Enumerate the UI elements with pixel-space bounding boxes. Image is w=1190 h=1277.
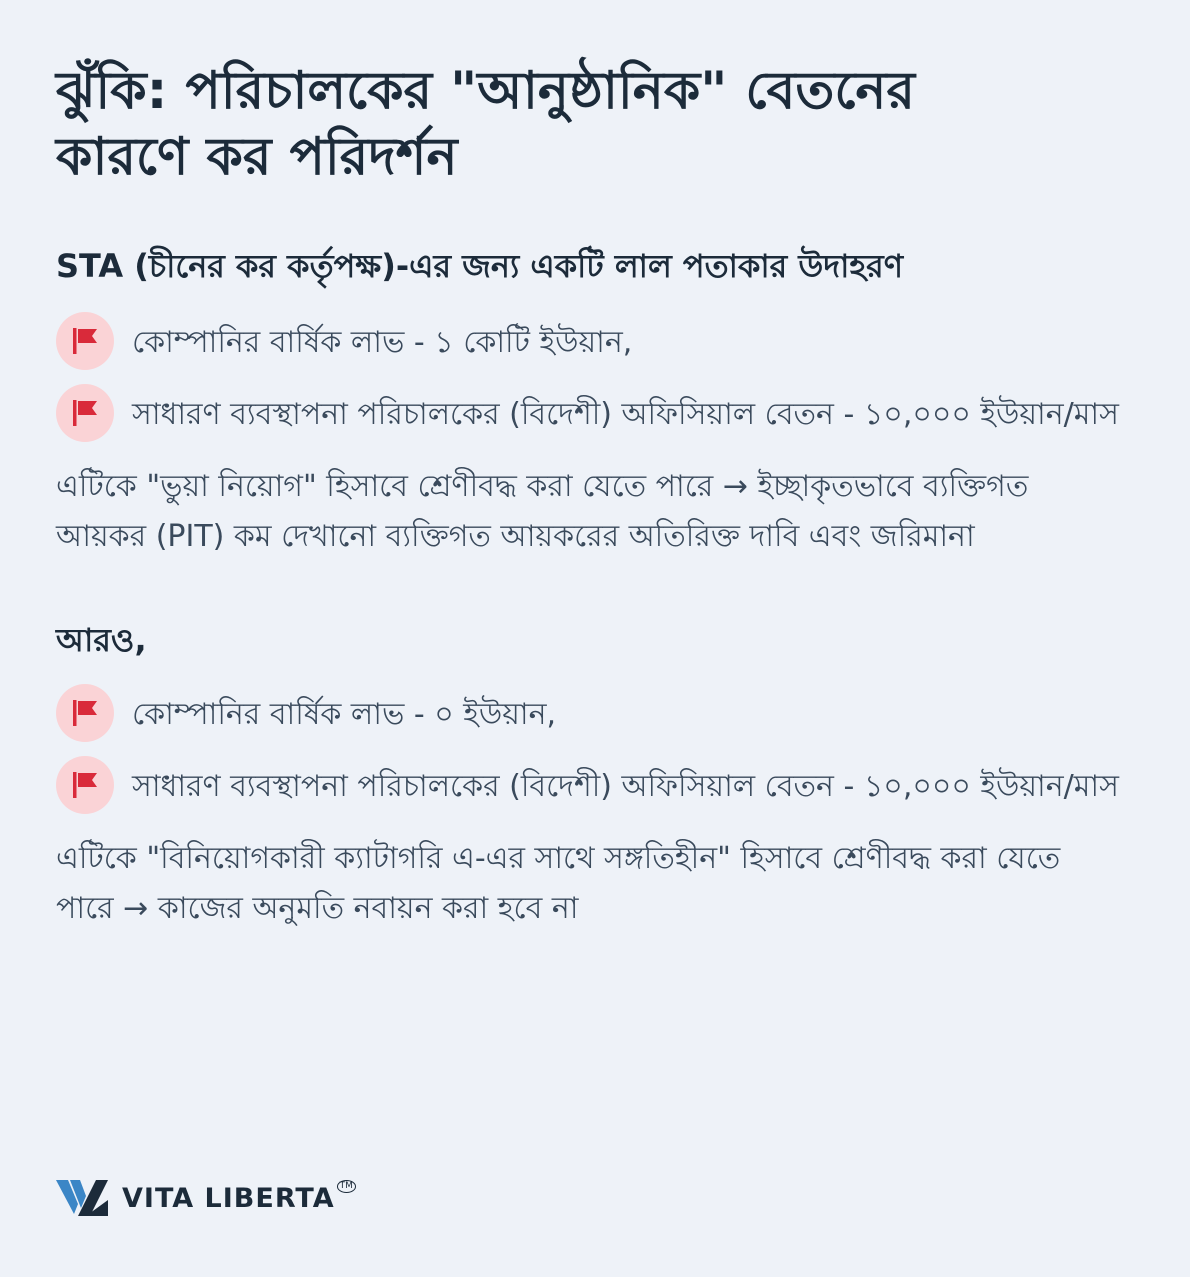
red-flag-icon (56, 684, 114, 742)
flag-text: কোম্পানির বার্ষিক লাভ - ০ ইউয়ান, (132, 697, 557, 732)
brand-logo (56, 1178, 356, 1218)
vita-liberta-logo-icon (56, 1178, 110, 1218)
red-flag-icon (56, 384, 114, 442)
flag-text: কোম্পানির বার্ষিক লাভ - ১ কোটি ইউয়ান, (132, 325, 633, 360)
red-flag-icon (56, 312, 114, 370)
flag-list-example-1 (56, 318, 1134, 442)
example-subtitle: STA (চীনের কর কর্তৃপক্ষ)-এর জন্য একটি লাল পতাকার উদাহরণ (56, 247, 904, 285)
list-item (56, 390, 1134, 442)
flag-text: সাধারণ ব্যবস্থাপনা পরিচালকের (বিদেশী) অফিসিয়াল বেতন - ১০,০০০ ইউয়ান/মাস (132, 769, 1119, 804)
page-title: ঝুঁকি: পরিচালকের "আনুষ্ঠানিক" বেতনের কারণে কর পরিদর্শন (56, 61, 915, 187)
conclusion-paragraph: এটিকে "ভুয়া নিয়োগ" হিসাবে শ্রেণীবদ্ধ করা যেতে পারে → ইচ্ছাকৃতভাবে ব্যক্তিগত আয়কর (PIT) কম দেখানো ব্যক্তিগত আয়করের অতিরিক্ত দাবি এবং জরিমানা (56, 469, 1029, 554)
section-heading: আরও, (56, 621, 147, 659)
list-item (56, 690, 1134, 742)
red-flag-icon (56, 756, 114, 814)
flag-list-example-2 (56, 690, 1134, 814)
brand-name: VITA LIBERTA (122, 1182, 335, 1214)
flag-text: সাধারণ ব্যবস্থাপনা পরিচালকের (বিদেশী) অফিসিয়াল বেতন - ১০,০০০ ইউয়ান/মাস (132, 397, 1119, 432)
list-item (56, 762, 1134, 814)
trademark-mark: TM (337, 1180, 356, 1193)
conclusion-paragraph: এটিকে "বিনিয়োগকারী ক্যাটাগরি এ-এর সাথে সঙ্গতিহীন" হিসাবে শ্রেণীবদ্ধ করা যেতে পারে → কাজের অনুমতি নবায়ন করা হবে না (56, 841, 1061, 926)
list-item (56, 318, 1134, 370)
